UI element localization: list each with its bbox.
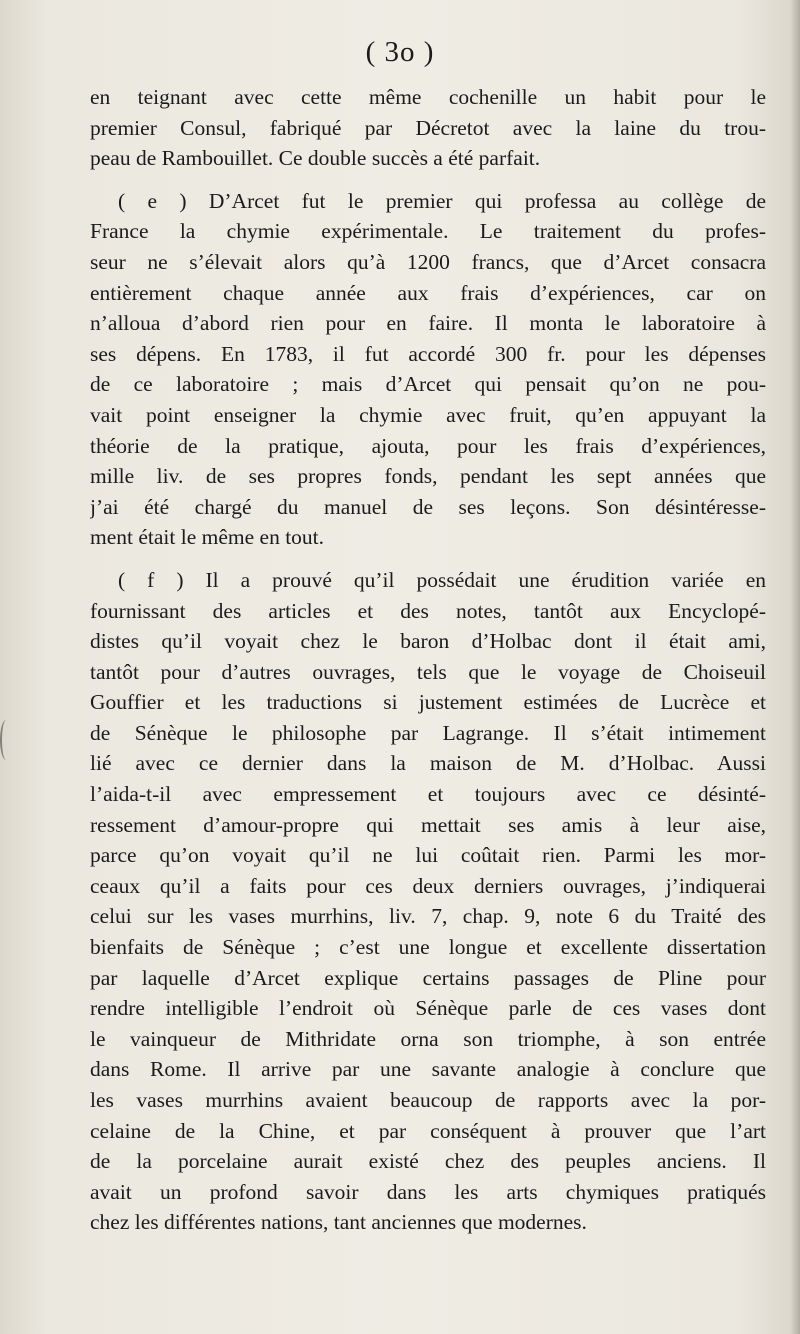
text-line: seur ne s’élevait alors qu’à 1200 francs, que d’Arcet consacra <box>90 249 766 274</box>
text-line: peau de Rambouillet. Ce double succès a été parfait. <box>90 146 541 171</box>
text-line: l’aida-t-il avec empressement et toujours avec ce désinté- <box>90 782 766 807</box>
text-line: France la chymie expérimentale. Le traitement du profes- <box>90 219 766 244</box>
text-line: fournissant des articles et des notes, tantôt aux Encyclopé- <box>90 598 766 623</box>
text-line: chez les différentes nations, tant anciennes que modernes. <box>90 1210 587 1235</box>
text-line: celaine de la Chine, et par conséquent à prouver que l’art <box>90 1118 766 1143</box>
text-line: entièrement chaque année aux frais d’expériences, car on <box>90 280 766 305</box>
text-line: ( f ) Il a prouvé qu’il possédait une érudition variée en <box>118 567 766 592</box>
text-line: Gouffier et les traductions si justement estimées de Lucrèce et <box>90 690 766 715</box>
text-line: tantôt pour d’autres ouvrages, tels que le voyage de Choiseuil <box>90 659 766 684</box>
paragraph <box>90 82 766 174</box>
text-line: le vainqueur de Mithridate orna son triomphe, à son entrée <box>90 1026 766 1051</box>
text-line: parce qu’on voyait qu’il ne lui coûtait rien. Parmi les mor- <box>90 843 766 868</box>
text-line: vait point enseigner la chymie avec fruit, qu’en appuyant la <box>90 402 766 427</box>
text-line: de la porcelaine aurait existé chez des peuples anciens. Il <box>90 1149 766 1174</box>
page-spine-shadow <box>790 0 800 1334</box>
text-line: les vases murrhins avaient beaucoup de rapports avec la por- <box>90 1088 766 1112</box>
text-line: celui sur les vases murrhins, liv. 7, chap. 9, note 6 du Traité des <box>90 904 766 929</box>
text-line: rendre intelligible l’endroit où Sénèque parle de ces vases dont <box>90 996 766 1021</box>
text-line: n’alloua d’abord rien pour en faire. Il monta le laboratoire à <box>90 311 766 336</box>
text-line: ( e ) D’Arcet fut le premier qui professa au collège de <box>118 188 766 213</box>
body-text <box>90 82 766 1238</box>
text-line: ment était le même en tout. <box>90 525 325 550</box>
text-line: mille liv. de ses propres fonds, pendant les sept années que <box>90 464 766 489</box>
text-line: dans Rome. Il arrive par une savante analogie à conclure que <box>90 1057 766 1082</box>
text-line: bienfaits de Sénèque ; c’est une longue et excellente dissertation <box>90 935 766 960</box>
text-line: lié avec ce dernier dans la maison de M. d’Holbac. Aussi <box>90 751 766 776</box>
text-line: distes qu’il voyait chez le baron d’Holbac dont il était ami, <box>90 629 766 654</box>
text-line: de Sénèque le philosophe par Lagrange. Il s’était intimement <box>90 720 766 745</box>
margin-mark <box>0 720 12 760</box>
text-line: théorie de la pratique, ajouta, pour les frais d’expériences, <box>90 433 766 458</box>
text-line: en teignant avec cette même cochenille un habit pour le <box>90 85 766 109</box>
text-line: premier Consul, fabriqué par Décretot avec la laine du trou- <box>90 115 766 140</box>
page-number: ( 3o ) <box>365 36 435 68</box>
text-line: j’ai été chargé du manuel de ses leçons. Son désintéresse- <box>90 494 766 519</box>
text-line: ses dépens. En 1783, il fut accordé 300 fr. pour les dépenses <box>90 341 766 366</box>
text-line: ressement d’amour-propre qui mettait ses amis à leur aise, <box>90 812 766 837</box>
text-line: avait un profond savoir dans les arts chymiques pratiqués <box>90 1179 766 1204</box>
paragraph <box>90 186 766 553</box>
text-line: de ce laboratoire ; mais d’Arcet qui pensait qu’on ne pou- <box>90 372 766 397</box>
paragraph <box>90 565 766 1238</box>
text-line: par laquelle d’Arcet explique certains passages de Pline pour <box>90 965 766 990</box>
text-line: ceaux qu’il a faits pour ces deux derniers ouvrages, j’indiquerai <box>90 873 766 898</box>
